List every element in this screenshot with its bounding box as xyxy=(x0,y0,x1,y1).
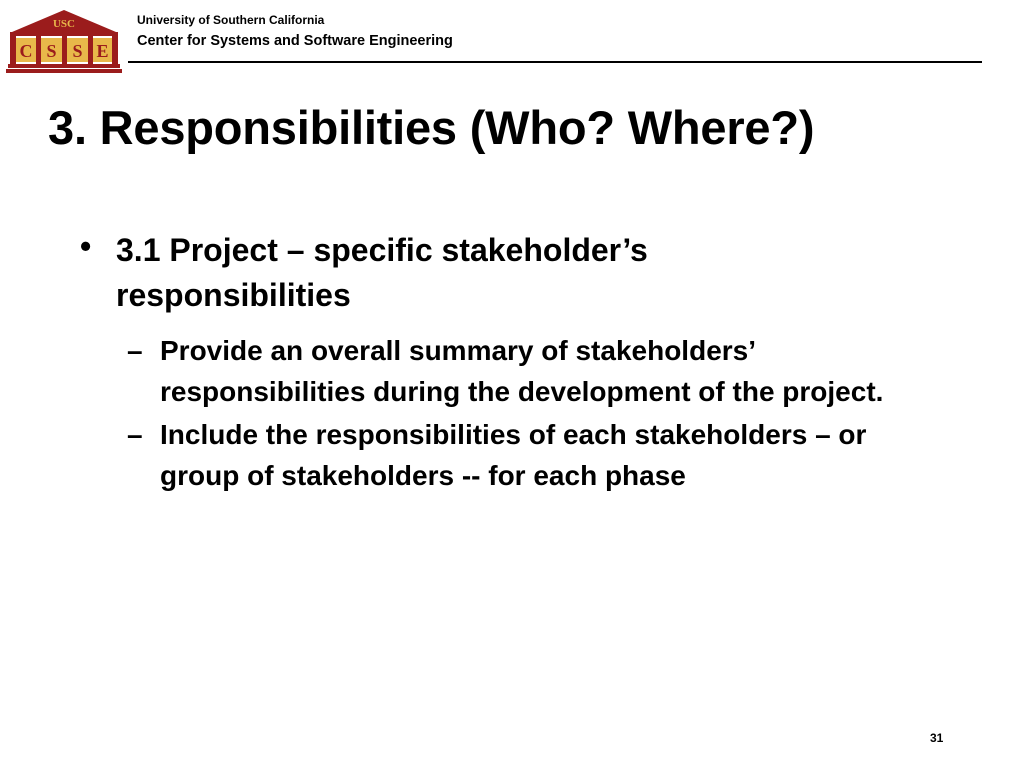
logo-usc-text: USC xyxy=(52,18,76,30)
sub-bullet-marker: – xyxy=(127,419,143,450)
sub-bullet-item xyxy=(127,414,927,496)
center-name: Center for Systems and Software Engineering xyxy=(137,33,453,49)
bullet-item xyxy=(80,228,840,318)
sub-bullet-text: Include the responsibilities of each stakeholders – or group of stakeholders -- for each phase xyxy=(160,419,867,491)
page-number: 31 xyxy=(930,731,944,745)
slide-title: 3. Responsibilities (Who? Where?) xyxy=(48,101,815,154)
logo-letter-c: C xyxy=(19,41,33,61)
logo-letter-e: E xyxy=(96,41,109,61)
sub-bullet-list xyxy=(127,330,927,498)
university-name: University of Southern California xyxy=(137,13,325,27)
logo-letter-s2: S xyxy=(72,41,83,61)
sub-bullet-item xyxy=(127,330,927,412)
usc-csse-logo xyxy=(6,8,122,74)
logo-graphic xyxy=(6,8,122,74)
header-divider xyxy=(128,61,982,63)
sub-bullet-marker: – xyxy=(127,335,143,366)
sub-bullet-text: Provide an overall summary of stakeholders’ responsibilities during the development of the project. xyxy=(160,335,884,407)
bullet-marker: • xyxy=(80,228,92,264)
logo-letter-s1: S xyxy=(46,41,57,61)
bullet-text: 3.1 Project – specific stakeholder’s responsibilities xyxy=(116,232,648,313)
